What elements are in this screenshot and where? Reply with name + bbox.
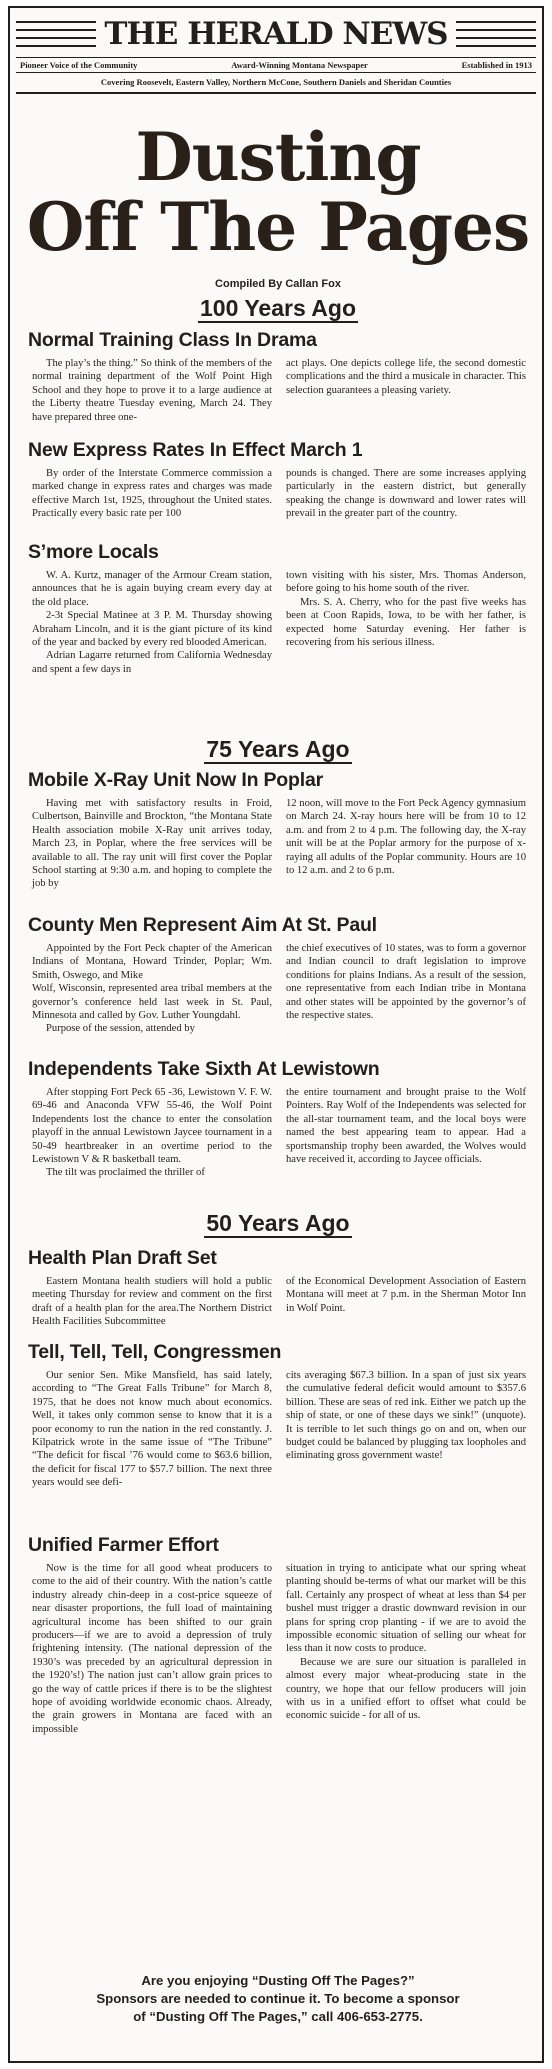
article-column-left: Our senior Sen. Mike Mansfield, has said lately, according to “The Great Falls Tribune” for March 8, 1975, that he does not know much about economics. Well, it takes only common sense to know that it is a poor economy to run the nation in the red constantly. J. Kilpatrick wrote in the same issue of “The Tribune” “The deficit for fiscal ’76 would come to $63.6 billion, the deficit for fiscal 177 to $57.7 billion. The next three years would see defi-	[32, 1370, 272, 1489]
masthead-banner	[16, 14, 536, 54]
article-column-right: cits averaging $67.3 billion. In a span of just six years the cumulative federal deficit would amount to $357.6 billion. These are seas of red ink. Either we patch up the ship of state, or one of these days we sink!” (unquote). It is terrible to let such things go on and on, when our budget could be balanced by plugging tax loopholes and eliminating gross government waste!	[286, 1370, 526, 1462]
article-column-left: Appointed by the Fort Peck chapter of the American Indians of Montana, Howard Trinder, Poplar; Wm. Smith, Oswego, and Mike Wolf, Wisconsin, represented area tribal members at the governor’s conference held last week in St. Paul, Minnesota and called by Gov. Luther Youngdahl. Purpose of the session, attended by	[32, 943, 272, 1035]
headline-independents: Independents Take Sixth At Lewistown	[28, 1058, 380, 1080]
article-mobile-xray	[32, 797, 526, 891]
article-column-left: Eastern Montana health studiers will hold a public meeting Thursday for review and comment on the first draft of a health plan for the area.The Northern District Health Facilities Subcommittee	[32, 1276, 272, 1328]
article-column-left: Now is the time for all good wheat producers to come to the aid of their country. With the nation’s cattle industry already chin-deep in a cost-price squeeze of near disaster proportions, the full load of maintaining agricultural income has been shifted to our grain producers—if we are to avoid a depression of truly frightening intensity. (The national depression of the 1930’s was preceded by an agricultural depression in the 1920’s!) The nation just can’t allow grain prices to go the way of cattle prices if there is to be the slightest hope of avoiding worldwide economic chaos. Already, the grain growers in Montana are faced with an impossible	[32, 1563, 272, 1735]
article-column-right: act plays. One depicts college life, the second domestic complications and the third a musicale in character. This selection guarantees a pleasing variety.	[286, 358, 526, 396]
article-column-left: W. A. Kurtz, manager of the Armour Cream station, announces that he is again buying cream every day at the old place. 2-3t Special Matinee at 3 P. M. Thursday showing Abraham Lincoln, and it is the giant picture of its kind of the year and backed by every red blooded American. Adrian Lagarre returned from California Wednesday and spent a few days in	[32, 570, 272, 675]
article-column-left: By order of the Interstate Commerce commission a marked change in express rates and charges was made effective March 1st, 1925, throughout the United states. Practically every basic rate per 100	[32, 468, 272, 520]
article-congressmen	[32, 1369, 526, 1490]
headline-mobile-xray: Mobile X-Ray Unit Now In Poplar	[28, 769, 323, 791]
article-column-left: After stopping Fort Peck 65 -36, Lewistown V. F. W. 69-46 and Anaconda VFW 55-46, the Wolf Point Independents lost the chance to enter the consolation playoff in the annual Lewistown Jaycee tournament in a 50-49 heartbreaker in an overtime period to the Lewistown V & R basketball team. The tilt was proclaimed the thriller of	[32, 1087, 272, 1179]
article-column-left: Having met with satisfactory results in Froid, Culbertson, Bainville and Brockton, “the Montana State Health association mobile X-Ray unit arrives today, March 23, in Poplar, where the free services will be available to all. The ray unit will first cover the Poplar School starting at 9:30 a.m. and hoping to complete the job by	[32, 798, 272, 890]
masthead-tagline-left: Pioneer Voice of the Community	[20, 60, 138, 70]
headline-unified-farmer: Unified Farmer Effort	[28, 1534, 219, 1556]
era-heading-75: 75 Years Ago	[206, 736, 350, 762]
masthead-coverage: Covering Roosevelt, Eastern Valley, Northern McCone, Southern Daniels and Sheridan Counties	[100, 77, 452, 87]
masthead-divider	[16, 92, 536, 94]
compiled-by: Compiled By Callan Fox	[215, 278, 341, 290]
article-column-right: pounds is changed. There are some increases applying particularly in the eastern district, but generally speaking the change is downward and lower rates will prevail in the greater part of the country.	[286, 468, 526, 520]
headline-normal-training: Normal Training Class In Drama	[28, 329, 317, 351]
article-column-right: situation in trying to anticipate what our spring wheat planting should be-terms of what our market will be this fall. Certainly any prospect of wheat at less than $4 per bushel must trigger a drastic downward revision in our plans for spring crop planting - if we are to avoid the impossible economic situation of selling our wheat for less than it now costs to produce. Because we are sure our situation is paralleled in almost every major wheat-producing state in the country, we hope that our fellow producers will join with us in a unified effort to offset what could be economic suicide - for all of us.	[286, 1563, 526, 1722]
article-column-right: the chief executives of 10 states, was to form a governor and Indian council to draft legislation to improve conditions for plains Indians. As a result of the session, one representative from each Indian tribe in Montana and other states will be appointed by the governor’s of the respective states.	[286, 943, 526, 1022]
sponsor-line-3: of “Dusting Off The Pages,” call 406-653-2775.	[133, 2009, 423, 2024]
article-normal-training	[32, 357, 526, 424]
era-heading-100: 100 Years Ago	[200, 295, 356, 321]
masthead	[16, 12, 536, 96]
article-column-right: town visiting with his sister, Mrs. Thomas Anderson, before going to his home south of the river. Mrs. S. A. Cherry, who for the past five weeks has been at Coon Rapids, Iowa, to be with her father, is expected home Saturday evening. Her father is recovering from his serious illness.	[286, 570, 526, 649]
article-column-left: The play’s the thing.” So think of the members of the normal training department of the Wolf Point High School and they hope to prove it to a large audience at the Liberty theatre Tuesday evening, March 24. They have prepared three one-	[32, 358, 272, 423]
sponsor-line-2: Sponsors are needed to continue it. To become a sponsor	[96, 1991, 460, 2006]
headline-express-rates: New Express Rates In Effect March 1	[28, 439, 363, 461]
feature-title-line-1: Dusting	[135, 118, 421, 196]
article-county-men	[32, 942, 526, 1036]
masthead-ornament-right	[456, 21, 536, 47]
headline-county-men: County Men Represent Aim At St. Paul	[28, 914, 377, 936]
era-heading-50: 50 Years Ago	[206, 1210, 350, 1236]
feature-title-line-2: Off The Pages	[26, 188, 530, 266]
article-column-right: the entire tournament and brought praise to the Wolf Pointers. Ray Wolf of the Independents was selected for the all-star tournament team, and the local boys were named the best appearing team to appear. Had a sportsmanship trophy been awarded, the Wolves would have received it, according to Jaycee officials.	[286, 1087, 526, 1166]
article-independents	[32, 1086, 526, 1180]
headline-smore-locals: S’more Locals	[28, 541, 159, 563]
headline-health-plan: Health Plan Draft Set	[28, 1247, 217, 1269]
feature-title	[10, 118, 546, 266]
masthead-tagline-right: Established in 1913	[461, 60, 532, 70]
newspaper-page	[8, 6, 544, 2063]
masthead-ornament-left	[16, 21, 96, 47]
article-column-right: 12 noon, will move to the Fort Peck Agency gymnasium on March 24. X-ray hours here will be from 10 to 12 a.m. and from 2 to 4 p.m. The following day, the X-ray unit will be at the Poplar armory for the purpose of x-raying all adults of the Poplar community. Hours are 10 to 12 a.m. and 2 to 6 p.m.	[286, 798, 526, 877]
article-unified-farmer	[32, 1562, 526, 1736]
masthead-tagline-center: Award-Winning Montana Newspaper	[231, 60, 368, 70]
sponsor-footer	[10, 1972, 546, 2026]
masthead-title: THE HERALD NEWS	[104, 16, 448, 52]
sponsor-line-1: Are you enjoying “Dusting Off The Pages?”	[141, 1973, 415, 1988]
masthead-taglines	[16, 57, 536, 73]
headline-congressmen: Tell, Tell, Tell, Congressmen	[28, 1341, 282, 1363]
article-express-rates	[32, 467, 526, 521]
article-column-right: of the Economical Development Association of Eastern Montana will meet at 7 p.m. in the Sherman Motor Inn in Wolf Point.	[286, 1276, 526, 1314]
article-smore-locals	[32, 569, 526, 676]
article-health-plan	[32, 1275, 526, 1329]
